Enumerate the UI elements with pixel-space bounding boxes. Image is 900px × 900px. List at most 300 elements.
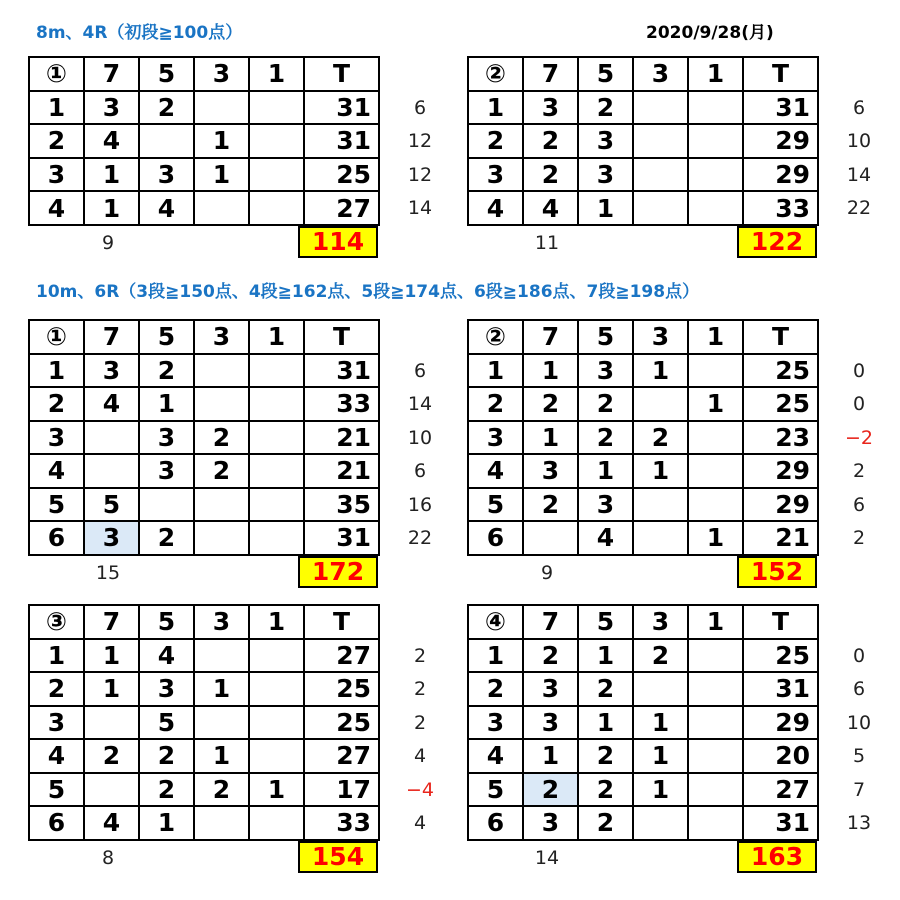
- footer-count: 11: [534, 232, 560, 254]
- side-value: 22: [846, 197, 872, 220]
- end-number: 2: [468, 387, 523, 421]
- table-row: [29, 91, 379, 125]
- score-cell: [194, 806, 249, 840]
- side-value: 2: [852, 460, 866, 482]
- score-cell: [249, 806, 304, 840]
- side-value: 2: [413, 644, 427, 667]
- score-cell: 2: [578, 672, 633, 706]
- table-row: [29, 124, 379, 158]
- column-header: 7: [84, 605, 139, 639]
- score-cell: [84, 706, 139, 740]
- score-cell: 2: [194, 454, 249, 488]
- score-cell: 2: [139, 91, 194, 125]
- block-footer: [28, 226, 378, 260]
- score-cell: 2: [523, 158, 578, 192]
- end-number: 1: [29, 639, 84, 673]
- side-value: 0: [852, 393, 866, 415]
- score-table: [28, 56, 380, 226]
- score-cell: 1: [194, 158, 249, 192]
- column-header: T: [743, 320, 818, 354]
- footer-count: 15: [95, 561, 121, 584]
- header-row: [468, 320, 818, 354]
- side-value: 10: [846, 130, 872, 153]
- end-total: 31: [743, 91, 818, 125]
- score-cell: [84, 421, 139, 455]
- score-cell: 2: [139, 354, 194, 388]
- end-number: 1: [29, 354, 84, 388]
- table-row: [468, 454, 818, 488]
- score-cell: 5: [139, 706, 194, 740]
- side-value: 6: [852, 678, 866, 700]
- score-cell: [633, 387, 688, 421]
- footer-count: 9: [540, 561, 554, 584]
- end-number: 4: [468, 739, 523, 773]
- column-header: 5: [578, 605, 633, 639]
- side-value: 4: [413, 745, 427, 767]
- end-number: 5: [29, 773, 84, 807]
- score-block-4: [467, 319, 877, 586]
- score-cell: 1: [249, 773, 304, 807]
- score-cell: 3: [84, 521, 139, 555]
- score-cell: 3: [578, 354, 633, 388]
- column-header: 3: [633, 57, 688, 91]
- end-total: 25: [304, 706, 379, 740]
- end-number: 4: [468, 191, 523, 225]
- column-header: T: [304, 320, 379, 354]
- end-total: 27: [304, 739, 379, 773]
- side-value: 0: [852, 644, 866, 667]
- score-cell: [194, 354, 249, 388]
- score-cell: 2: [578, 91, 633, 125]
- column-header: 5: [139, 57, 194, 91]
- score-cell: [633, 91, 688, 125]
- end-total: 29: [743, 158, 818, 192]
- score-cell: [523, 521, 578, 555]
- score-cell: [249, 158, 304, 192]
- end-total: 31: [304, 354, 379, 388]
- score-cell: 2: [194, 421, 249, 455]
- score-cell: [84, 773, 139, 807]
- score-cell: 1: [194, 739, 249, 773]
- end-total: 20: [743, 739, 818, 773]
- score-cell: [249, 639, 304, 673]
- score-cell: [688, 354, 743, 388]
- table-row: [29, 354, 379, 388]
- side-value: −2: [844, 426, 873, 449]
- header-row: [29, 605, 379, 639]
- end-number: 2: [468, 672, 523, 706]
- score-cell: [688, 806, 743, 840]
- table-row: [29, 739, 379, 773]
- score-cell: 4: [84, 806, 139, 840]
- side-value: 14: [407, 197, 433, 220]
- score-cell: [249, 191, 304, 225]
- score-table: [467, 604, 819, 841]
- score-cell: 2: [578, 421, 633, 455]
- score-cell: 3: [578, 488, 633, 522]
- end-total: 29: [743, 706, 818, 740]
- table-row: [468, 806, 818, 840]
- score-cell: [249, 387, 304, 421]
- score-cell: 2: [523, 488, 578, 522]
- column-header: T: [304, 57, 379, 91]
- column-header: 1: [688, 320, 743, 354]
- score-cell: [194, 91, 249, 125]
- end-total: 21: [304, 421, 379, 455]
- column-header: 1: [249, 57, 304, 91]
- column-header: 1: [249, 605, 304, 639]
- end-number: 2: [29, 124, 84, 158]
- score-cell: [194, 706, 249, 740]
- table-row: [29, 806, 379, 840]
- date-label: 2020/9/28(月): [646, 23, 774, 43]
- table-row: [468, 773, 818, 807]
- end-number: 3: [29, 421, 84, 455]
- table-row: [29, 672, 379, 706]
- side-value: 2: [852, 527, 866, 549]
- total-score-badge: 154: [298, 841, 378, 873]
- score-block-2: [467, 56, 877, 256]
- score-cell: [249, 454, 304, 488]
- side-value: 22: [407, 527, 433, 549]
- end-number: 1: [468, 354, 523, 388]
- table-row: [468, 354, 818, 388]
- score-cell: 1: [578, 191, 633, 225]
- score-cell: 1: [523, 739, 578, 773]
- score-cell: [249, 354, 304, 388]
- column-header: 7: [84, 57, 139, 91]
- end-number: 2: [29, 387, 84, 421]
- score-cell: 3: [139, 672, 194, 706]
- column-header: 1: [688, 57, 743, 91]
- score-cell: 1: [688, 521, 743, 555]
- end-number: 6: [468, 521, 523, 555]
- end-total: 25: [304, 158, 379, 192]
- table-row: [468, 639, 818, 673]
- column-header: 3: [194, 57, 249, 91]
- side-value: 2: [413, 678, 427, 700]
- total-score-badge: 152: [737, 556, 817, 588]
- score-block-1: [28, 56, 438, 256]
- end-total: 29: [743, 124, 818, 158]
- score-cell: [688, 488, 743, 522]
- end-number: 2: [468, 124, 523, 158]
- round-label: ③: [29, 605, 84, 639]
- column-header: 3: [633, 605, 688, 639]
- table-row: [29, 454, 379, 488]
- score-cell: 1: [84, 191, 139, 225]
- score-cell: 2: [633, 639, 688, 673]
- score-cell: 1: [633, 773, 688, 807]
- score-cell: 4: [578, 521, 633, 555]
- score-cell: [194, 191, 249, 225]
- column-header: 3: [194, 605, 249, 639]
- column-header: 5: [578, 320, 633, 354]
- end-total: 29: [743, 488, 818, 522]
- side-value: 6: [413, 359, 427, 382]
- column-header: 3: [633, 320, 688, 354]
- score-cell: 1: [578, 454, 633, 488]
- score-cell: 5: [84, 488, 139, 522]
- score-cell: [688, 639, 743, 673]
- side-value: 10: [407, 426, 433, 449]
- score-cell: 1: [194, 124, 249, 158]
- table-row: [468, 124, 818, 158]
- column-header: T: [743, 605, 818, 639]
- score-cell: [688, 91, 743, 125]
- score-cell: 4: [84, 124, 139, 158]
- column-header: T: [743, 57, 818, 91]
- score-cell: 2: [84, 739, 139, 773]
- end-total: 31: [743, 806, 818, 840]
- table-row: [29, 421, 379, 455]
- header-row: [468, 605, 818, 639]
- score-cell: 1: [523, 421, 578, 455]
- score-cell: [249, 421, 304, 455]
- side-value: −4: [405, 778, 434, 801]
- round-label: ②: [468, 57, 523, 91]
- column-header: 7: [523, 605, 578, 639]
- score-cell: 2: [578, 773, 633, 807]
- side-value: 0: [852, 359, 866, 382]
- score-cell: [688, 739, 743, 773]
- score-cell: 2: [194, 773, 249, 807]
- side-value: 14: [407, 393, 433, 415]
- column-header: 1: [688, 605, 743, 639]
- score-cell: [633, 124, 688, 158]
- score-cell: 3: [523, 806, 578, 840]
- end-total: 33: [304, 806, 379, 840]
- score-table: [28, 604, 380, 841]
- end-total: 27: [304, 639, 379, 673]
- total-score-badge: 122: [737, 226, 817, 258]
- end-number: 2: [29, 672, 84, 706]
- table-row: [29, 773, 379, 807]
- score-cell: 3: [139, 421, 194, 455]
- section-header-10m: 10m、6R（3段≧150点、4段≧162点、5段≧174点、6段≧186点、7段≧198点）: [36, 282, 700, 302]
- score-cell: 4: [139, 639, 194, 673]
- score-cell: [688, 706, 743, 740]
- footer-count: 8: [101, 846, 115, 869]
- round-label: ④: [468, 605, 523, 639]
- end-total: 21: [304, 454, 379, 488]
- side-value: 6: [413, 460, 427, 482]
- score-cell: 4: [523, 191, 578, 225]
- end-total: 31: [304, 124, 379, 158]
- table-row: [468, 158, 818, 192]
- score-cell: 1: [633, 454, 688, 488]
- score-cell: 2: [578, 387, 633, 421]
- side-value: 6: [413, 96, 427, 119]
- score-cell: 1: [523, 354, 578, 388]
- column-header: T: [304, 605, 379, 639]
- end-number: 6: [29, 806, 84, 840]
- end-number: 5: [29, 488, 84, 522]
- end-total: 35: [304, 488, 379, 522]
- end-total: 33: [743, 191, 818, 225]
- total-score-badge: 172: [298, 556, 378, 588]
- score-cell: 2: [523, 773, 578, 807]
- score-cell: [633, 806, 688, 840]
- score-cell: [194, 387, 249, 421]
- end-total: 31: [304, 521, 379, 555]
- score-cell: [688, 454, 743, 488]
- header-row: [29, 57, 379, 91]
- column-header: 5: [139, 605, 194, 639]
- end-number: 1: [468, 91, 523, 125]
- block-footer: [467, 226, 817, 260]
- score-cell: 3: [523, 706, 578, 740]
- score-cell: [194, 521, 249, 555]
- table-row: [29, 191, 379, 225]
- table-row: [468, 706, 818, 740]
- column-header: 5: [578, 57, 633, 91]
- end-total: 33: [304, 387, 379, 421]
- score-cell: 2: [633, 421, 688, 455]
- score-cell: 1: [633, 739, 688, 773]
- end-total: 25: [743, 354, 818, 388]
- score-cell: 1: [139, 387, 194, 421]
- score-cell: 2: [523, 387, 578, 421]
- score-cell: 1: [84, 158, 139, 192]
- end-total: 27: [743, 773, 818, 807]
- total-score-badge: 114: [298, 226, 378, 258]
- score-cell: 2: [139, 739, 194, 773]
- round-label: ①: [29, 320, 84, 354]
- score-cell: 1: [633, 706, 688, 740]
- header-row: [29, 320, 379, 354]
- score-cell: [688, 773, 743, 807]
- score-cell: 2: [523, 124, 578, 158]
- score-cell: 1: [578, 706, 633, 740]
- header-row: [468, 57, 818, 91]
- block-footer: [28, 841, 378, 875]
- score-cell: [688, 672, 743, 706]
- score-block-5: [28, 604, 438, 871]
- end-total: 25: [743, 639, 818, 673]
- side-value: 12: [407, 163, 433, 186]
- score-cell: [249, 672, 304, 706]
- end-number: 4: [29, 739, 84, 773]
- score-cell: [633, 521, 688, 555]
- table-row: [468, 521, 818, 555]
- score-cell: [688, 124, 743, 158]
- score-cell: 3: [523, 91, 578, 125]
- score-cell: 2: [578, 806, 633, 840]
- score-cell: 1: [139, 806, 194, 840]
- score-cell: 1: [578, 639, 633, 673]
- score-cell: 3: [84, 354, 139, 388]
- side-value: 14: [846, 163, 872, 186]
- end-number: 4: [468, 454, 523, 488]
- score-cell: 4: [139, 191, 194, 225]
- score-cell: [139, 488, 194, 522]
- score-cell: 2: [139, 521, 194, 555]
- score-cell: 1: [194, 672, 249, 706]
- score-cell: [633, 158, 688, 192]
- end-total: 17: [304, 773, 379, 807]
- score-cell: [633, 488, 688, 522]
- score-cell: 1: [84, 639, 139, 673]
- score-cell: 2: [139, 773, 194, 807]
- score-cell: 3: [139, 158, 194, 192]
- end-total: 31: [304, 91, 379, 125]
- score-cell: [688, 421, 743, 455]
- score-cell: 2: [578, 739, 633, 773]
- side-value: 5: [852, 745, 866, 767]
- side-value: 4: [413, 812, 427, 834]
- score-cell: [249, 706, 304, 740]
- score-cell: [633, 191, 688, 225]
- end-total: 29: [743, 454, 818, 488]
- column-header: 7: [523, 320, 578, 354]
- column-header: 7: [84, 320, 139, 354]
- score-cell: [194, 488, 249, 522]
- end-number: 1: [468, 639, 523, 673]
- side-value: 16: [407, 493, 433, 516]
- end-total: 23: [743, 421, 818, 455]
- round-label: ①: [29, 57, 84, 91]
- score-table: [467, 319, 819, 556]
- table-row: [468, 672, 818, 706]
- end-number: 3: [468, 158, 523, 192]
- table-row: [468, 488, 818, 522]
- score-block-3: [28, 319, 438, 586]
- side-value: 7: [852, 778, 866, 801]
- round-label: ②: [468, 320, 523, 354]
- score-cell: 2: [523, 639, 578, 673]
- section-header-8m: 8m、4R（初段≧100点）: [36, 23, 243, 43]
- side-value: 2: [413, 711, 427, 734]
- block-footer: [467, 841, 817, 875]
- score-cell: [249, 521, 304, 555]
- end-total: 27: [304, 191, 379, 225]
- score-cell: [249, 739, 304, 773]
- table-row: [468, 191, 818, 225]
- end-number: 6: [29, 521, 84, 555]
- end-number: 4: [29, 191, 84, 225]
- score-table: [467, 56, 819, 226]
- table-row: [29, 387, 379, 421]
- end-total: 31: [743, 672, 818, 706]
- column-header: 1: [249, 320, 304, 354]
- table-row: [468, 91, 818, 125]
- end-number: 5: [468, 773, 523, 807]
- score-cell: [249, 124, 304, 158]
- end-number: 6: [468, 806, 523, 840]
- end-number: 4: [29, 454, 84, 488]
- score-cell: [249, 91, 304, 125]
- score-cell: 4: [84, 387, 139, 421]
- score-cell: 3: [523, 672, 578, 706]
- table-row: [468, 739, 818, 773]
- end-number: 3: [29, 706, 84, 740]
- score-cell: 3: [578, 124, 633, 158]
- score-cell: [688, 191, 743, 225]
- score-cell: [139, 124, 194, 158]
- table-row: [468, 387, 818, 421]
- score-cell: 3: [84, 91, 139, 125]
- score-cell: 1: [84, 672, 139, 706]
- side-value: 10: [846, 711, 872, 734]
- column-header: 7: [523, 57, 578, 91]
- score-table: [28, 319, 380, 556]
- score-cell: 1: [633, 354, 688, 388]
- score-block-6: [467, 604, 877, 871]
- score-cell: [249, 488, 304, 522]
- score-cell: 1: [688, 387, 743, 421]
- score-cell: [84, 454, 139, 488]
